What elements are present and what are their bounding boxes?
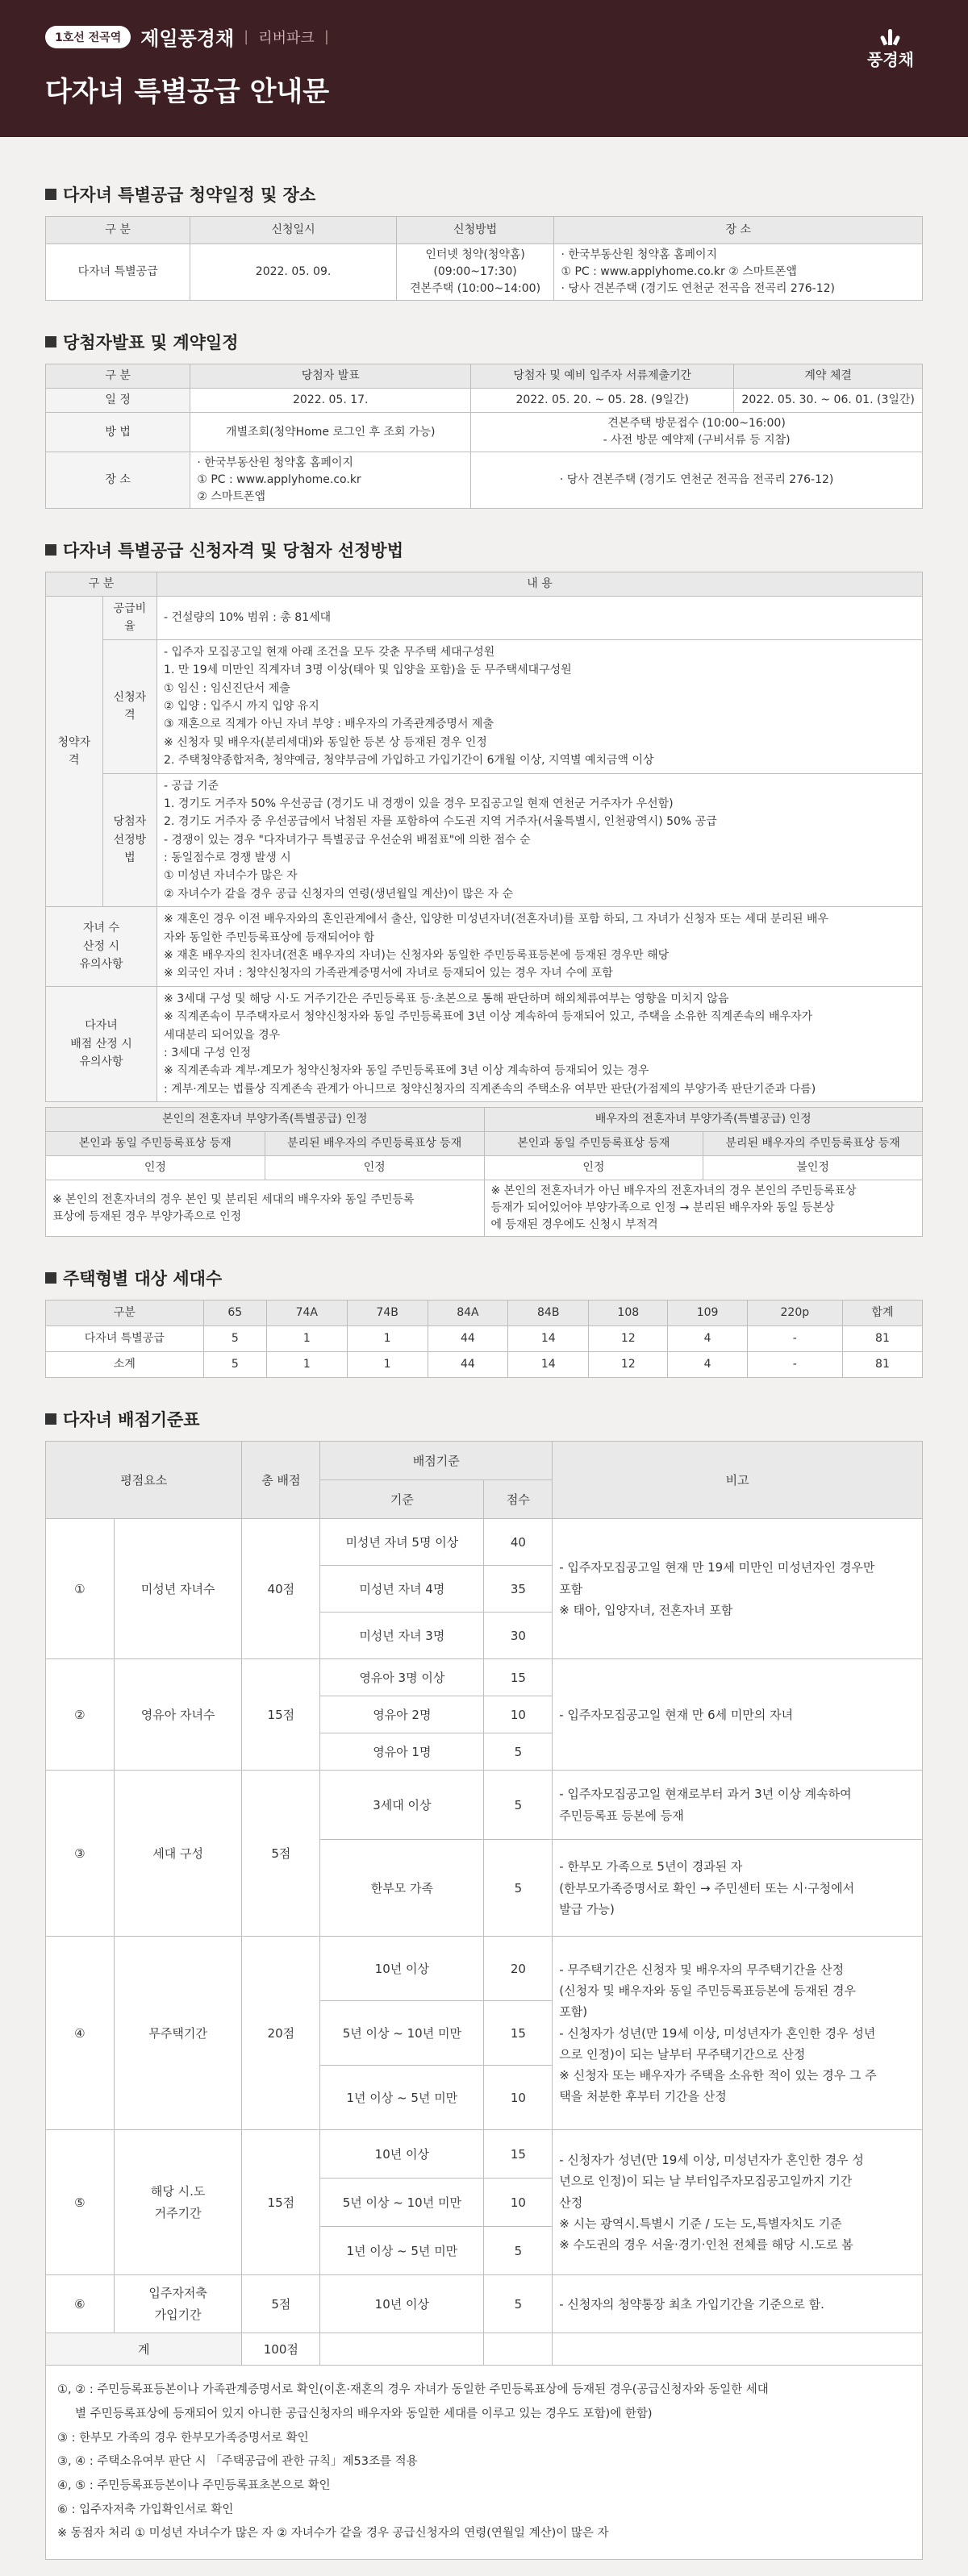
table-row [46, 217, 923, 244]
table-cell: 한부모 가족 [320, 1840, 484, 1937]
section-title: 다자녀 특별공급 신청자격 및 당첨자 선정방법 [45, 538, 923, 562]
table-cell: 본인과 동일 주민등록표상 등재 [46, 1132, 265, 1156]
score-table [45, 1441, 923, 2366]
table-row [46, 1180, 923, 1237]
table-cell: ※ 3세대 구성 및 해당 시·도 거주기간은 주민등록표 등·초본으로 통해 판단하며 해외체류여부는 영향을 미치지 않음 ※ 직계존속이 무주택자로서 청약신청자와 동일 주민등록표에 3년 이상 계속하여 등재되어 있고, 주택을 소유한 직계존속의 배우자가 세대분리 되어있을 경우 : 3세대 구성 인정 ※ 직계존속과 계부·계모가 청약신청자와 동일 주민등록표에 3년 이상 계속하여 등재되어 있는 경우 : 계부·계모는 법률상 직계존속 관계가 아니므로 청약신청자의 직계존속의 주택소유 여부만 판단(가점제의 부양가족 판단기준과 다름) [157, 986, 923, 1101]
table-cell: 소계 [46, 1352, 204, 1378]
table-cell: · 한국부동산원 청약홈 홈페이지 ① PC : www.applyhome.co.kr ② 스마트폰앱 [190, 452, 471, 509]
table-cell: 5 [484, 2227, 553, 2275]
square-bullet-icon [45, 336, 56, 347]
table-cell: 81 [842, 1352, 922, 1378]
table-cell: 다자녀 특별공급 [46, 244, 190, 301]
table-cell: 74A [266, 1300, 347, 1326]
table-cell: 84B [508, 1300, 589, 1326]
table-cell: 장 소 [554, 217, 923, 244]
table-cell: 내 용 [157, 572, 923, 597]
table-cell: ④ [46, 1937, 115, 2130]
table-cell: 본인과 동일 주민등록표상 등재 [484, 1132, 703, 1156]
table-cell: 비고 [553, 1442, 923, 1519]
table-row [46, 597, 923, 640]
table-cell: 계 [46, 2333, 242, 2366]
table-cell: 분리된 배우자의 주민등록표상 등재 [703, 1132, 923, 1156]
eligibility-table [45, 572, 923, 1102]
table-cell: 1 [266, 1352, 347, 1378]
table-row [46, 1442, 923, 1480]
table-cell: 40점 [242, 1519, 320, 1659]
table-cell: 15 [484, 1659, 553, 1696]
table-cell: 구분 [46, 1300, 204, 1326]
table-row [46, 1108, 923, 1132]
table-row [46, 986, 923, 1101]
table-cell: - 공급 기준 1. 경기도 거주자 50% 우선공급 (경기도 내 경쟁이 있을 경우 모집공고일 현재 연천군 거주자가 우선함) 2. 경기도 거주자 중 우선공급에서 낙첨된 자를 포함하여 수도권 지역 거주자(서울특별시, 인천광역시) 50% 공급 - 경쟁이 있는 경우 "다자녀가구 특별공급 우선순위 배점표"에 의한 점수 순 : 동일점수로 경쟁 발생 시 ① 미성년 자녀수가 많은 자 ② 자녀수가 같을 경우 공급 신청자의 연령(생년월일 계산)이 많은 자 순 [157, 773, 923, 907]
table-cell: 당첨자 발표 [190, 364, 471, 389]
table-row [46, 1300, 923, 1326]
divider: | [323, 28, 329, 45]
table-cell: 2022. 05. 20. ~ 05. 28. (9일간) [471, 389, 734, 413]
table-cell: ⑤ [46, 2130, 115, 2275]
divider: | [244, 28, 249, 45]
table-cell: 합계 [842, 1300, 922, 1326]
table-row [46, 1659, 923, 1696]
table-cell: 5점 [242, 1771, 320, 1937]
table-cell: 1 [347, 1352, 428, 1378]
table-cell: 당첨자 및 예비 입주자 서류제출기간 [471, 364, 734, 389]
table-cell: · 당사 견본주택 (경기도 연천군 전곡읍 전곡리 276-12) [471, 452, 923, 509]
table-cell: 미성년 자녀 5명 이상 [320, 1519, 484, 1566]
table-cell: 5 [484, 1733, 553, 1771]
table-cell: 5 [484, 1840, 553, 1937]
table-cell: 미성년 자녀 4명 [320, 1566, 484, 1613]
section-title: 주택형별 대상 세대수 [45, 1266, 923, 1290]
table-cell: 배점기준 [320, 1442, 553, 1480]
table-cell: ※ 본인의 전혼자녀가 아닌 배우자의 전혼자녀의 경우 본인의 주민등록표상 등재가 되어있어야 부양가족으로 인정 → 분리된 배우자와 동일 등본상 에 등재된 경우에도 신청시 부적격 [484, 1180, 923, 1237]
unit-count-table [45, 1300, 923, 1378]
table-row [46, 2275, 923, 2333]
table-cell: 1년 이상 ~ 5년 미만 [320, 2066, 484, 2130]
table-cell: 5 [203, 1326, 266, 1352]
square-bullet-icon [45, 1413, 56, 1425]
table-cell: 구 분 [46, 217, 190, 244]
table-cell: 다자녀 배점 산정 시 유의사항 [46, 986, 157, 1101]
table-cell: 14 [508, 1352, 589, 1378]
table-row [46, 907, 923, 987]
table-row [46, 364, 923, 389]
table-cell: 신청자격 [102, 639, 156, 773]
table-cell: 당첨자 선정방법 [102, 773, 156, 907]
table-row [46, 639, 923, 773]
table-row [46, 413, 923, 452]
table-cell: - 한부모 가족으로 5년이 경과된 자 (한부모가족증명서로 확인 → 주민센터 또는 시·구청에서 발급 가능) [553, 1840, 923, 1937]
table-row [46, 389, 923, 413]
table-cell: 3세대 이상 [320, 1771, 484, 1840]
section-eligibility [45, 538, 923, 1237]
table-cell: 10년 이상 [320, 2130, 484, 2179]
header-banner [0, 0, 968, 137]
table-cell: 자녀 수 산정 시 유의사항 [46, 907, 157, 987]
prior-children-table [45, 1107, 923, 1237]
page-title: 다자녀 특별공급 안내문 [45, 76, 330, 108]
flame-icon [880, 24, 901, 45]
table-cell: ※ 본인의 전혼자녀의 경우 본인 및 분리된 세대의 배우자와 동일 주민등록 표상에 등재된 경우 부양가족으로 인정 [46, 1180, 485, 1237]
table-cell: - 입주자모집공고일 현재로부터 과거 3년 이상 계속하여 주민등록표 등본에 등재 [553, 1771, 923, 1840]
table-cell: 2022. 05. 17. [190, 389, 471, 413]
table-cell: 영유아 3명 이상 [320, 1659, 484, 1696]
section-schedule [45, 182, 923, 301]
square-bullet-icon [45, 544, 56, 556]
brand-logo [858, 24, 923, 70]
table-cell: 5년 이상 ~ 10년 미만 [320, 2179, 484, 2227]
table-cell: 영유아 1명 [320, 1733, 484, 1771]
table-cell: 구 분 [46, 572, 157, 597]
table-cell: 12 [589, 1326, 668, 1352]
table-row [46, 1937, 923, 2001]
table-cell: 4 [668, 1352, 747, 1378]
complex-name: 리버파크 [258, 29, 315, 47]
table-cell: - 무주택기간은 신청자 및 배우자의 무주택기간을 산정 (신청자 및 배우자와 동일 주민등록표등본에 등재된 경우 포함) - 신청자가 성년(만 19세 이상, 미성년자가 혼인한 경우 성년 으로 인정)이 되는 날부터 무주택기간으로 산정 ※ 신청자 또는 배우자가 주택을 소유한 적이 있는 경우 그 주 택을 처분한 후부터 기간을 산정 [553, 1937, 923, 2130]
table-cell: 본인의 전혼자녀 부양가족(특별공급) 인정 [46, 1108, 485, 1132]
table-cell: 1 [266, 1326, 347, 1352]
table-row [46, 2130, 923, 2179]
table-cell: 일 정 [46, 389, 190, 413]
table-row [46, 1156, 923, 1180]
table-cell: 해당 시.도 거주기간 [114, 2130, 242, 2275]
table-cell: ① [46, 1519, 115, 1659]
table-cell: 4 [668, 1326, 747, 1352]
table-cell: 44 [428, 1326, 508, 1352]
schedule-table [45, 216, 923, 301]
table-cell: 65 [203, 1300, 266, 1326]
table-row [46, 1352, 923, 1378]
table-cell: 10 [484, 1696, 553, 1733]
table-cell: 인정 [484, 1156, 703, 1180]
table-cell: 미성년 자녀 3명 [320, 1613, 484, 1659]
table-cell: 인정 [46, 1156, 265, 1180]
table-cell: 10 [484, 2179, 553, 2227]
table-cell: 74B [347, 1300, 428, 1326]
table-cell: 5 [203, 1352, 266, 1378]
table-cell: 방 법 [46, 413, 190, 452]
table-cell: 81 [842, 1326, 922, 1352]
table-cell: 30 [484, 1613, 553, 1659]
table-cell: 10년 이상 [320, 1937, 484, 2001]
table-row [46, 1771, 923, 1840]
table-row [46, 1326, 923, 1352]
line-badge: 1호선 전곡역 [45, 26, 131, 48]
table-cell [553, 2333, 923, 2366]
table-cell: 5점 [242, 2275, 320, 2333]
table-row [46, 1519, 923, 1566]
table-cell: - 신청자가 성년(만 19세 이상, 미성년자가 혼인한 경우 성 년으로 인정)이 되는 날 부터입주자모집공고일까지 기간 산정 ※ 시는 광역시.특별시 기준 / 도는 도,특별자치도 기준 ※ 수도권의 경우 서울·경기·인천 전체를 해당 시.도로 봄 [553, 2130, 923, 2275]
table-cell: 다자녀 특별공급 [46, 1326, 204, 1352]
table-cell: 신청일시 [190, 217, 396, 244]
table-cell: 1 [347, 1326, 428, 1352]
table-cell: 점수 [484, 1480, 553, 1519]
table-cell: 미성년 자녀수 [114, 1519, 242, 1659]
table-cell: 220p [747, 1300, 842, 1326]
table-cell [484, 2333, 553, 2366]
table-cell: 공급비율 [102, 597, 156, 640]
table-cell: - [747, 1326, 842, 1352]
table-cell: 5 [484, 2275, 553, 2333]
table-cell: 35 [484, 1566, 553, 1613]
square-bullet-icon [45, 189, 56, 200]
table-row [46, 452, 923, 509]
table-cell: 109 [668, 1300, 747, 1326]
table-cell: 5년 이상 ~ 10년 미만 [320, 2001, 484, 2066]
table-cell [320, 2333, 484, 2366]
table-cell: 5 [484, 1771, 553, 1840]
table-cell: 입주자저축 가입기간 [114, 2275, 242, 2333]
table-cell: 신청방법 [396, 217, 554, 244]
table-cell: 84A [428, 1300, 508, 1326]
table-cell: 영유아 자녀수 [114, 1659, 242, 1771]
announcement-table [45, 364, 923, 509]
table-cell: ③ [46, 1771, 115, 1937]
table-cell: 영유아 2명 [320, 1696, 484, 1733]
logo-text: 풍경채 [867, 50, 914, 69]
table-cell: 20 [484, 1937, 553, 2001]
table-cell: 계약 체결 [734, 364, 923, 389]
table-cell: 12 [589, 1352, 668, 1378]
table-cell: - 입주자 모집공고일 현재 아래 조건을 모두 갖춘 무주택 세대구성원 1. 만 19세 미만인 직계자녀 3명 이상(태아 및 입양을 포함)을 둔 무주택세대구성원 ① 임신 : 임신진단서 제출 ② 입양 : 입주시 까지 입양 유지 ③ 재혼으로 직계가 아닌 자녀 부양 : 배우자의 가족관계증명서 제출 ※ 신청자 및 배우자(분리세대)와 동일한 등본 상 등재된 경우 인정 2. 주택청약종합저축, 청약예금, 청약부금에 가입하고 가입기간이 6개월 이상, 지역별 예치금액 이상 [157, 639, 923, 773]
table-cell: 40 [484, 1519, 553, 1566]
table-cell: 인정 [265, 1156, 484, 1180]
brand-name: 제일풍경채 [140, 27, 235, 50]
table-cell: ② [46, 1659, 115, 1771]
table-cell: - 신청자의 청약통장 최초 가입기간을 기준으로 함. [553, 2275, 923, 2333]
table-cell: 분리된 배우자의 주민등록표상 등재 [265, 1132, 484, 1156]
table-cell: 14 [508, 1326, 589, 1352]
section-title: 다자녀 특별공급 청약일정 및 장소 [45, 182, 923, 206]
section-score-table [45, 1407, 923, 2560]
section-title: 당첨자발표 및 계약일정 [45, 330, 923, 354]
table-cell: - [747, 1352, 842, 1378]
table-cell: 15 [484, 2001, 553, 2066]
table-cell: 인터넷 청약(청약홈) (09:00~17:30) 견본주택 (10:00~14:00) [396, 244, 554, 301]
table-cell: ⑥ [46, 2275, 115, 2333]
table-cell: 총 배점 [242, 1442, 320, 1519]
table-row [46, 244, 923, 301]
table-cell: 20점 [242, 1937, 320, 2130]
table-cell: 1년 이상 ~ 5년 미만 [320, 2227, 484, 2275]
table-cell: · 한국부동산원 청약홈 홈페이지 ① PC : www.applyhome.co.kr ② 스마트폰앱 · 당사 견본주택 (경기도 연천군 전곡읍 전곡리 276-12) [554, 244, 923, 301]
table-cell: 구 분 [46, 364, 190, 389]
table-cell: ※ 재혼인 경우 이전 배우자와의 혼인관계에서 출산, 입양한 미성년자녀(전혼자녀)를 포함 하되, 그 자녀가 신청자 또는 세대 분리된 배우 자와 동일한 주민등록표상에 등재되어야 함 ※ 재혼 배우자의 친자녀(전혼 배우자의 자녀)는 신청자와 동일한 주민등록표등본에 등재된 경우만 해당 ※ 외국인 자녀 : 청약신청자의 가족관계증명서에 자녀로 등재되어 있는 경우 자녀 수에 포함 [157, 907, 923, 987]
table-cell: 100점 [242, 2333, 320, 2366]
table-cell: - 입주자모집공고일 현재 만 6세 미만의 자녀 [553, 1659, 923, 1771]
score-footnotes: ①, ② : 주민등록표등본이나 가족관계증명서로 확인(이혼·재혼의 경우 자녀가 동일한 주민등록표상에 등재된 경우(공급신청자와 동일한 세대 별 주민등록표상에 등재되어 있지 아니한 공급신청자의 배우자와 동일한 세대를 이루고 있는 경우도 포함)에 한함) ③ : 한부모 가족의 경우 한부모가족증명서로 확인 ③, ④ : 주택소유여부 판단 시 「주택공급에 관한 규칙」제53조를 적용 ④, ⑤ : 주민등록표등본이나 주민등록표초본으로 확인 ⑥ : 입주자저축 가입확인서로 확인 ※ 동점자 처리 ① 미성년 자녀수가 많은 자 ② 자녀수가 같을 경우 공급신청자의 연령(연월일 계산)이 많은 자 [45, 2366, 923, 2560]
table-row [46, 773, 923, 907]
table-cell: 개별조회(청약Home 로그인 후 조회 가능) [190, 413, 471, 452]
table-cell: 무주택기간 [114, 1937, 242, 2130]
table-cell: 15 [484, 2130, 553, 2179]
section-unit-count [45, 1266, 923, 1378]
table-row [46, 2333, 923, 2366]
table-cell: 기준 [320, 1480, 484, 1519]
table-cell: 15점 [242, 1659, 320, 1771]
table-cell: 2022. 05. 09. [190, 244, 396, 301]
table-cell: 장 소 [46, 452, 190, 509]
table-cell: 2022. 05. 30. ~ 06. 01. (3일간) [734, 389, 923, 413]
table-cell: 44 [428, 1352, 508, 1378]
table-cell: - 건설량의 10% 범위 : 총 81세대 [157, 597, 923, 640]
table-cell: 세대 구성 [114, 1771, 242, 1937]
table-cell: 10 [484, 2066, 553, 2130]
table-cell: 15점 [242, 2130, 320, 2275]
table-cell: 배우자의 전혼자녀 부양가족(특별공급) 인정 [484, 1108, 923, 1132]
table-cell: 견본주택 방문접수 (10:00~16:00) - 사전 방문 예약제 (구비서류 등 지참) [471, 413, 923, 452]
table-cell: 청약자격 [46, 597, 103, 907]
table-row [46, 1132, 923, 1156]
section-title: 다자녀 배점기준표 [45, 1407, 923, 1431]
table-cell: 108 [589, 1300, 668, 1326]
table-cell: 불인정 [703, 1156, 923, 1180]
table-cell: - 입주자모집공고일 현재 만 19세 미만인 미성년자인 경우만 포함 ※ 태아, 입양자녀, 전혼자녀 포함 [553, 1519, 923, 1659]
table-cell: 평점요소 [46, 1442, 242, 1519]
section-announcement [45, 330, 923, 509]
square-bullet-icon [45, 1272, 56, 1284]
table-row [46, 572, 923, 597]
table-cell: 10년 이상 [320, 2275, 484, 2333]
